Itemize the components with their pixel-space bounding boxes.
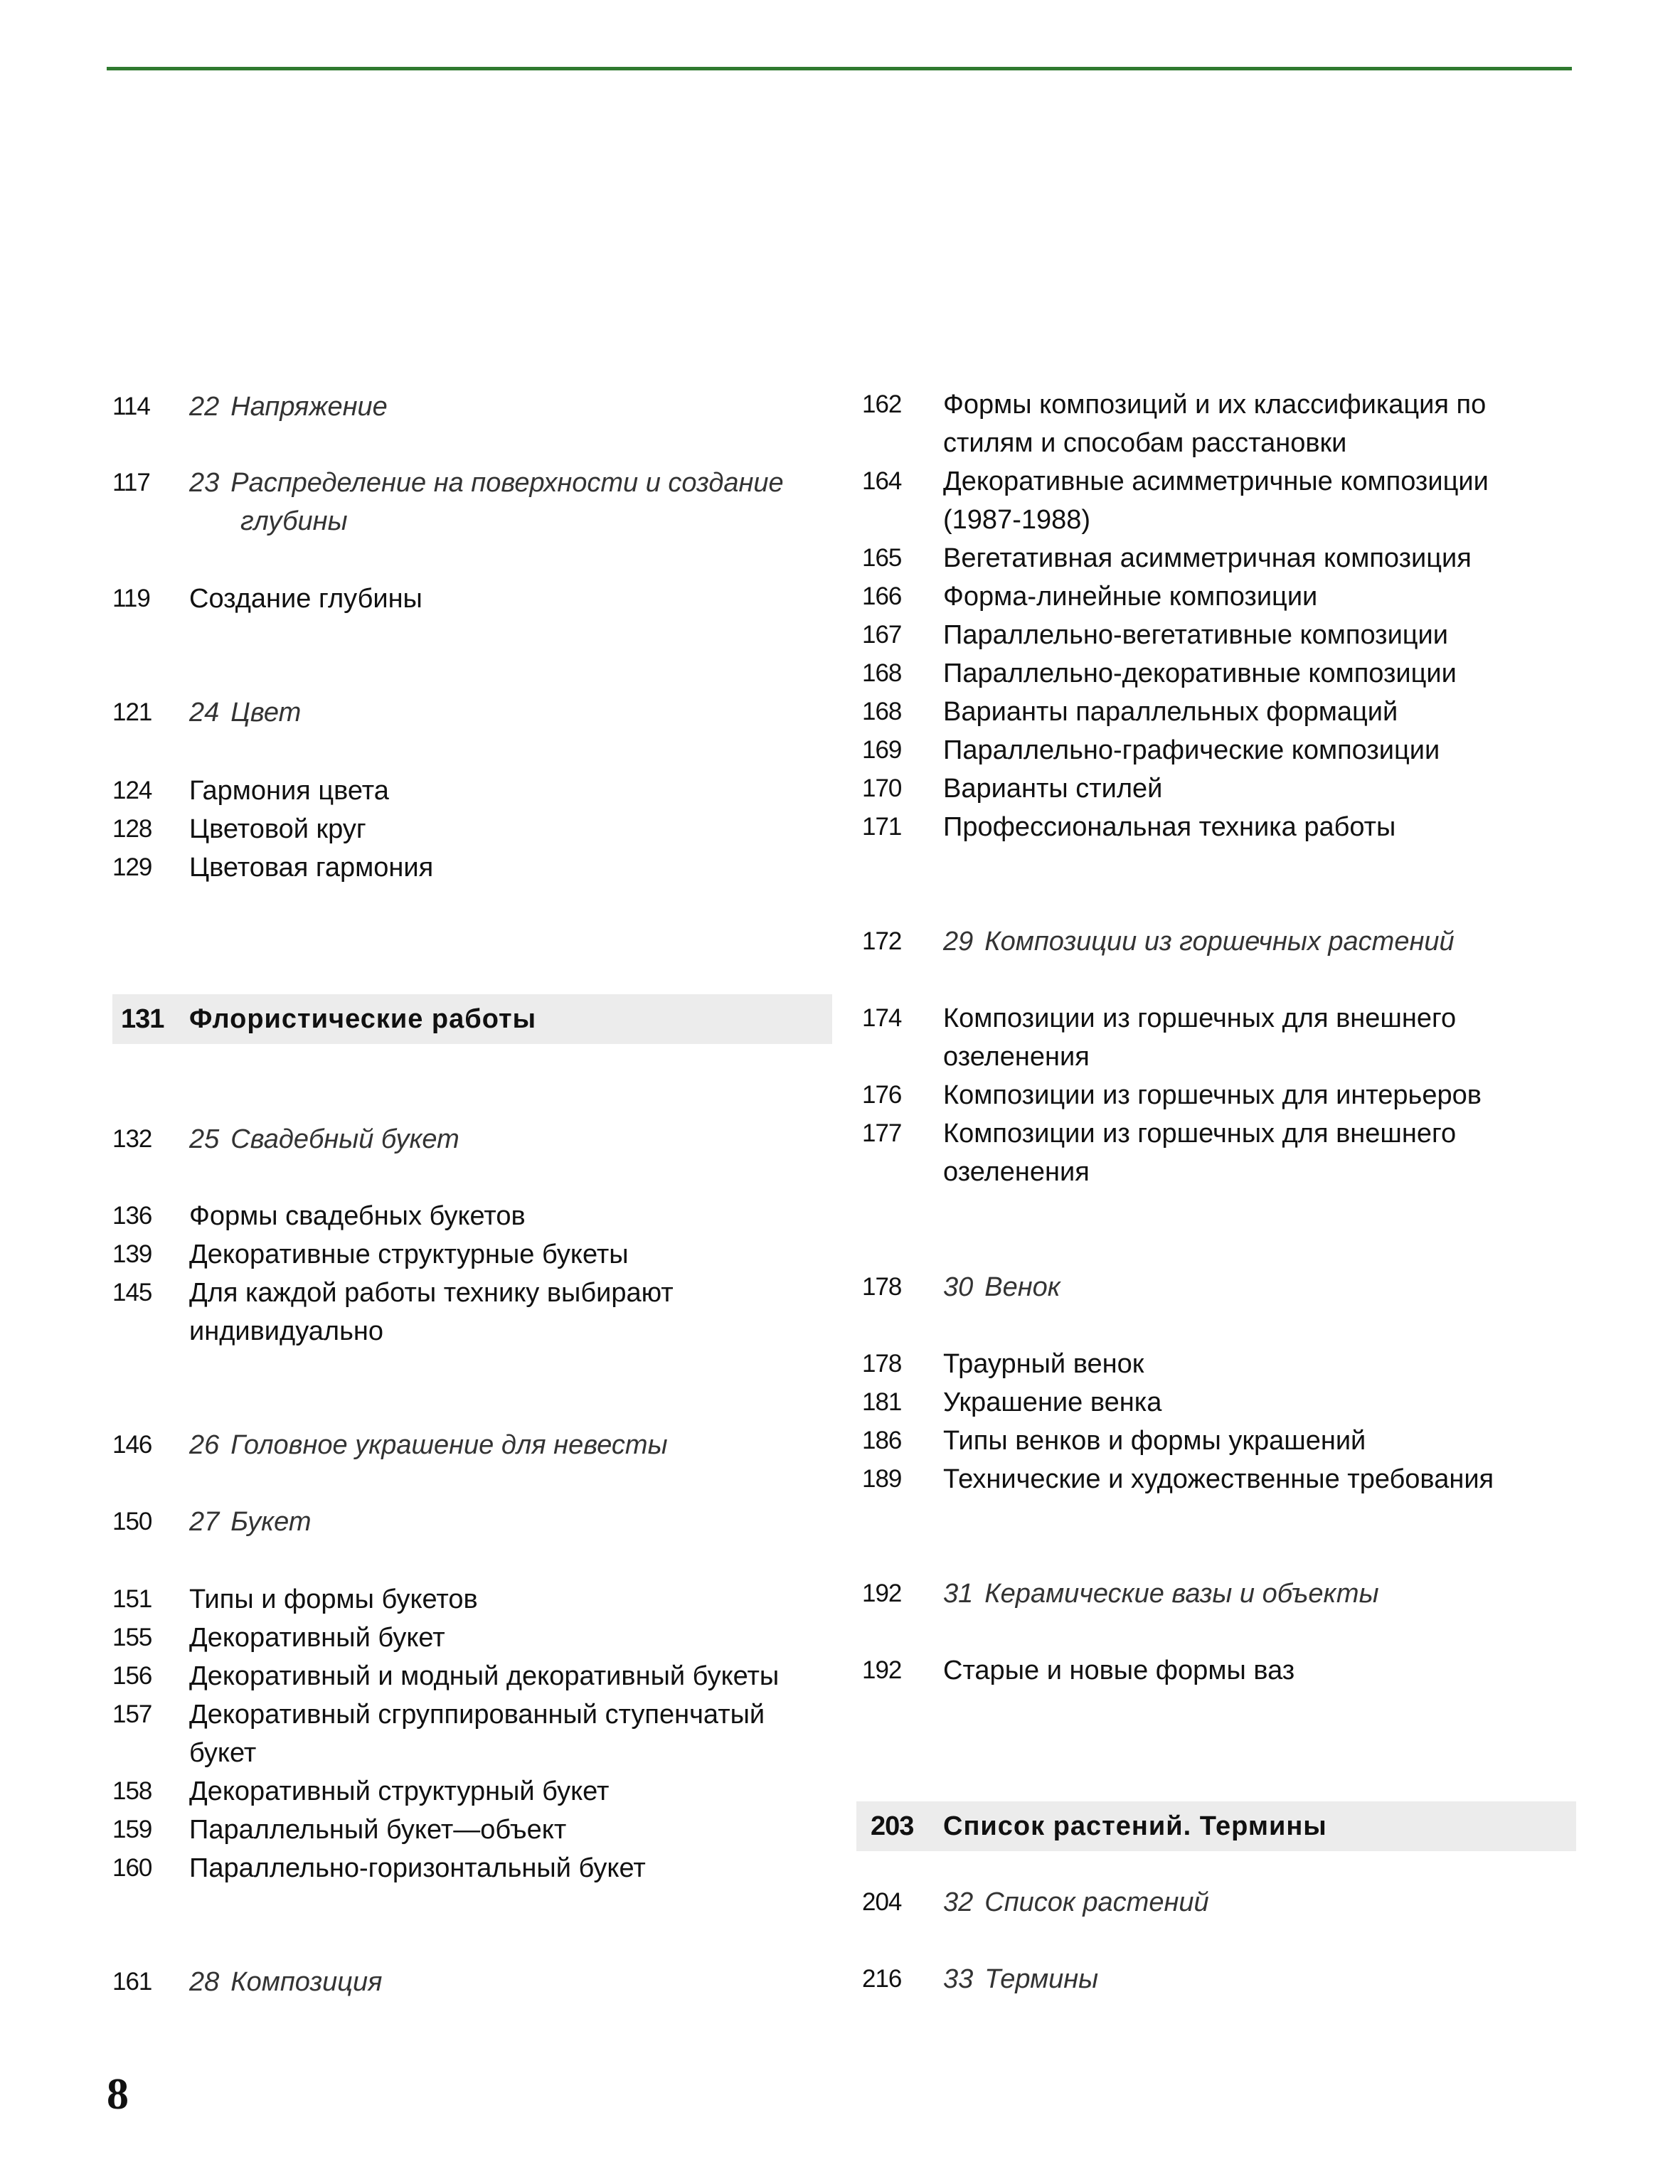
chapter-number: 32 (943, 1887, 974, 1917)
toc-page-number: 177 (862, 1119, 902, 1147)
toc-page-number: 216 (862, 1965, 902, 1993)
toc-title: Цветовой круг (189, 814, 366, 844)
toc-title: Создание глубины (189, 584, 422, 614)
toc-page-number: 155 (112, 1624, 152, 1651)
toc-title: Декоративный структурный букет (189, 1777, 610, 1806)
toc-title: Головное украшение для невесты (230, 1430, 668, 1460)
chapter-number: 29 (943, 927, 974, 957)
toc-title-continued: стилям и способам расстановки (943, 428, 1347, 458)
toc-page-number: 203 (871, 1811, 914, 1841)
toc-page-number: 128 (112, 815, 152, 843)
toc-page-number: 132 (112, 1125, 152, 1153)
toc-title: Напряжение (230, 392, 388, 422)
toc-page-number: 124 (112, 777, 152, 804)
toc-title: Композиции из горшечных для интерьеров (943, 1080, 1482, 1110)
chapter-number: 27 (189, 1507, 220, 1537)
toc-title: Флористические работы (189, 1004, 537, 1034)
toc-title: Декоративный букет (189, 1623, 445, 1653)
toc-page-number: 157 (112, 1700, 152, 1728)
toc-title: Венок (984, 1272, 1060, 1302)
toc-page-number: 129 (112, 853, 152, 881)
toc-title-continued: озеленения (943, 1042, 1090, 1072)
chapter-number: 23 (189, 468, 220, 498)
toc-page-number: 174 (862, 1004, 902, 1032)
toc-title: Цветовая гармония (189, 853, 434, 883)
toc-title: Украшение венка (943, 1387, 1162, 1417)
toc-title: Композиции из горшечных для внешнего (943, 1003, 1457, 1033)
toc-page-number: 156 (112, 1662, 152, 1690)
toc-page-number: 178 (862, 1273, 902, 1301)
toc-title: Букет (230, 1507, 312, 1537)
toc-page-number: 186 (862, 1427, 902, 1454)
toc-title: Декоративный и модный декоративный букеты (189, 1661, 780, 1691)
toc-title: Цвет (230, 698, 302, 728)
toc-page-number: 192 (862, 1580, 902, 1607)
toc-title: Термины (984, 1964, 1099, 1994)
toc-page-number: 145 (112, 1279, 152, 1306)
toc-page-number: 170 (862, 774, 902, 802)
toc-page-number: 172 (862, 927, 902, 955)
chapter-number: 24 (189, 698, 220, 728)
toc-title: Композиция (230, 1967, 383, 1997)
toc-page-number: 161 (112, 1968, 152, 1996)
toc-page-number: 160 (112, 1854, 152, 1882)
toc-title: Формы композиций и их классификация по (943, 390, 1487, 420)
toc-title: Декоративный сгруппированный ступенчатый (189, 1700, 765, 1730)
header-rule (107, 67, 1572, 70)
toc-title: Параллельно-графические композиции (943, 735, 1440, 765)
chapter-number: 28 (189, 1967, 220, 1997)
toc-title: Типы и формы букетов (189, 1584, 478, 1614)
toc-page-number: 168 (862, 659, 902, 687)
toc-title: Формы свадебных букетов (189, 1201, 526, 1231)
toc-page-number: 146 (112, 1431, 152, 1459)
toc-page-number: 168 (862, 698, 902, 725)
page-number: 8 (107, 2070, 129, 2119)
toc-title: Форма-линейные композиции (943, 582, 1318, 612)
toc-title: Список растений (984, 1887, 1209, 1917)
toc-title: Декоративные структурные букеты (189, 1240, 629, 1269)
toc-page-number: 136 (112, 1202, 152, 1230)
toc-page-number: 121 (112, 698, 152, 726)
toc-title: Параллельный букет—объект (189, 1815, 567, 1845)
toc-page-number: 139 (112, 1240, 152, 1268)
toc-page-number: 151 (112, 1585, 152, 1613)
chapter-number: 33 (943, 1964, 974, 1994)
chapter-number: 25 (189, 1124, 220, 1154)
toc-title: Траурный венок (943, 1349, 1144, 1379)
toc-page-number: 192 (862, 1656, 902, 1684)
toc-page-number: 176 (862, 1081, 902, 1109)
toc-title: Технические и художественные требования (943, 1464, 1494, 1494)
toc-page-number: 167 (862, 621, 902, 649)
chapter-number: 22 (189, 392, 220, 422)
chapter-number: 31 (943, 1579, 974, 1609)
toc-title-continued: букет (189, 1738, 257, 1768)
toc-title-continued: озеленения (943, 1157, 1090, 1187)
toc-page-number: 204 (862, 1888, 902, 1916)
toc-title: Старые и новые формы ваз (943, 1656, 1295, 1685)
toc-title: Параллельно-горизонтальный букет (189, 1853, 646, 1883)
toc-page-number: 165 (862, 544, 902, 572)
toc-title: Список растений. Термины (943, 1811, 1327, 1841)
toc-title: Типы венков и формы украшений (943, 1426, 1366, 1456)
toc-title: Гармония цвета (189, 776, 389, 806)
toc-page-number: 119 (112, 585, 150, 612)
toc-page-number: 131 (121, 1004, 164, 1034)
toc-title: Распределение на поверхности и создание (230, 468, 784, 498)
toc-title: Декоративные асимметричные композиции (943, 467, 1489, 496)
toc-title-continued: индивидуально (189, 1316, 383, 1346)
toc-title: Композиции из горшечных растений (984, 927, 1455, 957)
toc-title: Для каждой работы технику выбирают (189, 1278, 674, 1308)
toc-page-number: 162 (862, 390, 902, 418)
toc-page-number: 166 (862, 582, 902, 610)
toc-title-continued: глубины (240, 506, 348, 536)
toc-page-number: 181 (862, 1388, 902, 1416)
toc-page-number: 169 (862, 736, 902, 764)
toc-title: Композиции из горшечных для внешнего (943, 1119, 1457, 1149)
toc-page-number: 117 (112, 469, 150, 496)
toc-title: Параллельно-декоративные композиции (943, 659, 1457, 688)
toc-title: Вегетативная асимметричная композиция (943, 543, 1472, 573)
toc-page-number: 189 (862, 1465, 902, 1493)
toc-page-number: 164 (862, 467, 902, 495)
toc-page-number: 171 (862, 813, 902, 841)
toc-page-number: 150 (112, 1508, 152, 1535)
toc-page-number: 159 (112, 1816, 152, 1843)
toc-title-continued: (1987-1988) (943, 505, 1091, 535)
toc-page-number: 114 (112, 393, 150, 420)
chapter-number: 26 (189, 1430, 220, 1460)
toc-title: Варианты параллельных формаций (943, 697, 1398, 727)
toc-title: Параллельно-вегетативные композиции (943, 620, 1449, 650)
toc-title: Керамические вазы и объекты (984, 1579, 1379, 1609)
toc-page-number: 178 (862, 1350, 902, 1378)
toc-title: Свадебный букет (230, 1124, 459, 1154)
toc-page-number: 158 (112, 1777, 152, 1805)
toc-title: Варианты стилей (943, 774, 1163, 804)
toc-title: Профессиональная техника работы (943, 812, 1396, 842)
chapter-number: 30 (943, 1272, 974, 1302)
